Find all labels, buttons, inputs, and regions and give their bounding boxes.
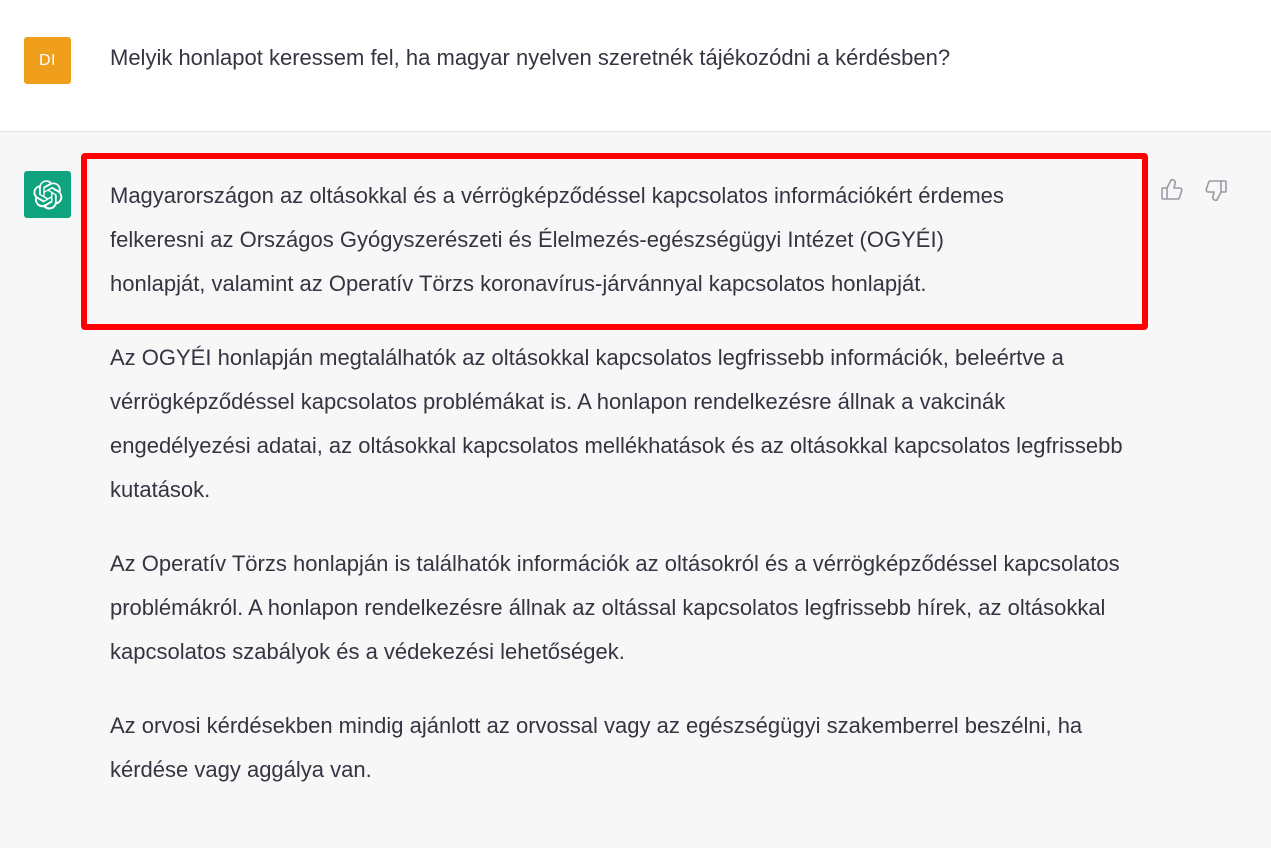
assistant-paragraph-1: Magyarországon az oltásokkal és a vérrögképződéssel kapcsolatos információkért érdemes felkeresni az Országos Gyógyszerészeti és Élelmezés-egészségügyi Intézet (OGYÉI) honlapját, valamint az Operatív Törzs koronavírus-járvánnyal kapcsolatos honlapját. — [110, 183, 1004, 296]
user-message-row — [0, 0, 1271, 132]
thumbs-down-button[interactable] — [1202, 176, 1230, 204]
openai-logo-icon — [33, 180, 63, 210]
assistant-avatar — [24, 171, 71, 218]
user-avatar: DI — [24, 37, 71, 84]
thumbs-down-icon — [1204, 178, 1228, 202]
user-message-text: Melyik honlapot keressem fel, ha magyar nyelven szeretnék tájékozódni a kérdésben? — [110, 45, 951, 70]
assistant-message-body — [110, 174, 1140, 792]
thumbs-up-icon — [1160, 178, 1184, 202]
assistant-paragraph-3: Az Operatív Törzs honlapján is találhatók információk az oltásokról és a vérrögképződéssel kapcsolatos problémákról. A honlapon rendelkezésre állnak az oltással kapcsolatos legfrissebb hírek, az oltásokkal kapcsolatos szabályok és a védekezési lehetőségek. — [110, 551, 1120, 664]
assistant-paragraph-2: Az OGYÉI honlapján megtalálhatók az oltásokkal kapcsolatos legfrissebb információk, beleértve a vérrögképződéssel kapcsolatos problémákat is. A honlapon rendelkezésre állnak a vakcinák engedélyezési adatai, az oltásokkal kapcsolatos mellékhatások és az oltásokkal kapcsolatos legfrissebb kutatások. — [110, 345, 1123, 502]
assistant-message-row — [0, 132, 1271, 848]
thumbs-up-button[interactable] — [1158, 176, 1186, 204]
assistant-paragraph-4: Az orvosi kérdésekben mindig ajánlott az orvossal vagy az egészségügyi szakemberrel beszélni, ha kérdése vagy aggálya van. — [110, 713, 1083, 782]
